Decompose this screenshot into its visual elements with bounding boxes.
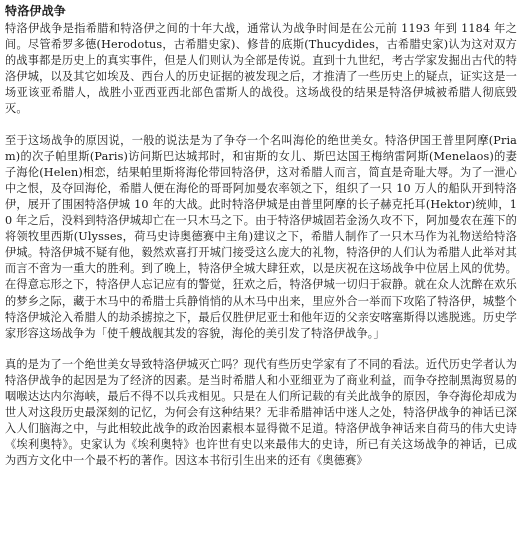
paragraph-spacer	[5, 118, 517, 133]
paragraph-cause: 至于这场战争的原因说，一般的说法是为了争夺一个名叫海伦的绝世美女。特洛伊国王普里阿摩(Priam)的次子帕里斯(Paris)访问斯巴达城邦时，和宙斯的女儿、斯巴达国王梅纳雷阿斯(Menelaos)的妻子海伦(Helen)相恋，结果帕里斯将海伦带回特洛伊，这对希腊人而言，简直是奇耻大辱。为了一泄心中之恨，及夺回海伦，希腊人便在海伦的哥哥阿加曼农率领之下，组织了一只 10 万人的船队开到特洛伊，展开了围困特洛伊城 10 年的大战。此时特洛伊城是由普里阿摩的长子赫克托耳(Hektor)统帅，10 年之后，没料到特洛伊城却亡在一只木马之下。由于特洛伊城固若金汤久攻不下，阿加曼农在莲下的将领牧里西斯(Ulysses，荷马史诗奥德赛中主角)建议之下，希腊人制作了一只木马作为礼物送给特洛伊城。特洛伊城不疑有他，毅然欢喜打开城门接受这么庞大的礼物，特洛伊的人们认为希腊人此举对其而言不啻为一重大的胜利。到了晚上，特洛伊全城大肆狂欢，以是庆祝在这场战争中位居上风的优势。在得意忘形之下，特洛伊人忘记应有的警觉，狂欢之后，特洛伊城一切归于寂静。就在众人沈醉在欢乐的梦乡之际，藏于木马中的希腊士兵静悄悄的从木马中出来，里应外合一举而下攻陷了特洛伊，城整个特洛伊城沦入希腊人的劫杀掳掠之下，最后仅胜伊尼亚士和他年迈的父亲安喀塞斯得以逃脱逃。历史学家形容这场战争为「使千艘战舰其发的容貌，海伦的美引发了特洛伊战争。」	[5, 133, 517, 340]
paragraph-spacer	[5, 342, 517, 357]
paragraph-intro: 特洛伊战争是指希腊和特洛伊之间的十年大战，通常认为战争时间是在公元前 1193 年到 1184 年之间。尽管希罗多德(Herodotus，古希腊史家)、修昔的底斯(Thucydides，古希腊史家)认为这对双方的战事都是历史上的真实事件，但是人们则认为全部是传说。直到十九世纪，考古学家发掘出古代的特洛伊城，以及其它如埃及、西台人的历史证据的被发现之后，才推清了一些历史上的疑点，证实这是一场亚该亚希腊人，战胜小亚西亚西北部色雷斯人的战役。这场战役的结果是特洛伊城被希腊人彻底毁灭。	[5, 22, 517, 116]
paragraph-analysis: 真的是为了一个绝世美女导致特洛伊城灭亡吗？现代有些历史学家有了不同的看法。近代历史学者认为特洛伊战争的起因是为了经济的因素。是当时希腊人和小亚细亚为了商业利益，而争夺控制黑海贸易的咽喉达达内尔海峡，最后不得不以兵戎相见。只是在人们所记载的有关此战争的原因，争夺海伦却成为世人对这段历史最深刻的记忆，为何会有这种结果？无非希腊神话中迷人之处，特洛伊战争的神话已深入人们脑海之中，与此相较此战争的政治因素根本显得微不足道。特洛伊战争神话来自荷马的伟大史诗《埃利奥特》。史家认为《埃利奥特》也许世有史以来最伟大的史诗，所已有关这场战争的神话，已成为西方文化中一个最不朽的著作。因这本书衍引生出来的还有《奥德赛》	[5, 357, 517, 468]
document-body	[5, 3, 517, 469]
document-title: 特洛伊战争	[5, 4, 67, 18]
